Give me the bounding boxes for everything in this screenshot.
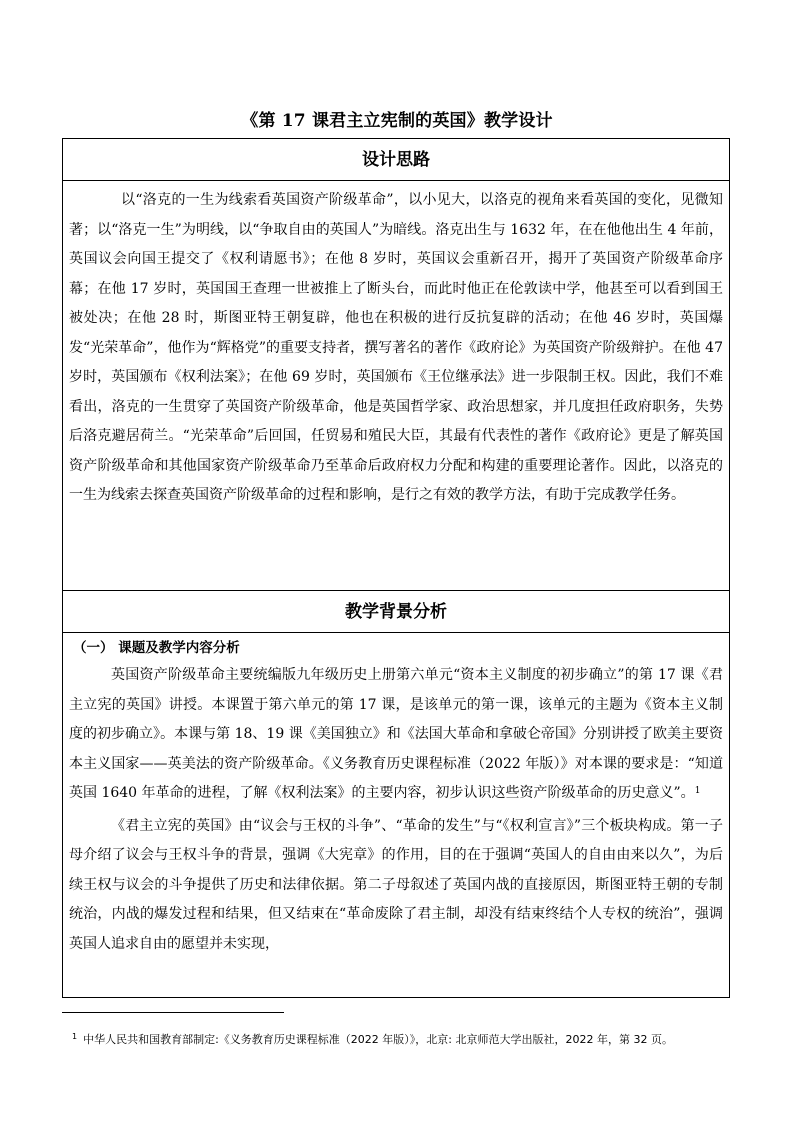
- design-idea-cell: [63, 181, 729, 591]
- section-heading-background-analysis: 教学背景分析: [63, 591, 729, 633]
- footnote-reference[interactable]: 1: [694, 786, 701, 796]
- paragraph-1-text: 英国资产阶级革命主要统编版九年级历史上册第六单元“资本主义制度的初步确立”的第 17 课《君主立宪的英国》讲授。本课置于第六单元的第 17 课，是该单元的第一课，该单元的主题为《资本主义制度的初步确立》。本课与第 18、19 课《美国独立》和《法国大革命和拿破仑帝国》分别讲授了欧美主要资本主义国家——英美法的资产阶级革命。《义务教育历史课程标准（2022 年版）》对本课的要求是：“知道英国 1640 年革命的进程，了解《权利法案》的主要内容，初步认识这些资产阶级革命的历史意义”。: [69, 667, 723, 801]
- footnote-mark: 1: [72, 1032, 78, 1041]
- background-analysis-cell: [63, 633, 729, 959]
- lesson-design-table: [62, 138, 730, 998]
- footnote-separator: [62, 1012, 284, 1013]
- design-idea-paragraph: 以“洛克的一生为线索看英国资产阶级革命”，以小见大，以洛克的视角来看英国的变化，见微知著；以“洛克一生”为明线，以“争取自由的英国人”为暗线。洛克出生与 1632 年，在在他他出生 4 年前，英国议会向国王提交了《权利请愿书》；在他 8 岁时，英国议会重新召开，揭开了英国资产阶级革命序幕；在他 17 岁时，英国国王查理一世被推上了断头台，而此时他正在伦敦读中学，他甚至可以看到国王被处决；在他 28 时，斯图亚特王朝复辟，他也在积极的进行反抗复辟的活动；在他 46 岁时，英国爆发“光荣革命”，他作为“辉格党”的重要支持者，撰写著名的著作《政府论》为英国资产阶级辩护。在他 47 岁时，英国颁布《权利法案》；在他 69 岁时，英国颁布《王位继承法》进一步限制王权。因此，我们不难看出，洛克的一生贯穿了英国资产阶级革命，他是英国哲学家、政治思想家，并几度担任政府职务，失势后洛克避居荷兰。“光荣革命”后回国，任贸易和殖民大臣，其最有代表性的著作《政府论》更是了解英国资产阶级革命和其他国家资产阶级革命乃至革命后政府权力分配和构建的重要理论著作。因此，以洛克的一生为线索去探查英国资产阶级革命的过程和影响，是行之有效的教学方法，有助于完成教学任务。: [69, 192, 723, 503]
- footnote-text: 中华人民共和国教育部制定:《义务教育历史课程标准（2022 年版）》，北京: 北京师范大学出版社，2022 年，第 32 页。: [83, 1033, 673, 1046]
- topic-analysis-paragraph-1: [63, 661, 729, 809]
- topic-analysis-paragraph-2: 《君主立宪的英国》由“议会与王权的斗争”、“革命的发生”与“《权利宣言》”三个板块构成。第一子母介绍了议会与王权斗争的背景，强调《大宪章》的作用，目的在于强调“英国人的自由由来以久”，为后续王权与议会的斗争提供了历史和法律依据。第二子母叙述了英国内战的直接原因，斯图亚特王朝的专制统治，内战的爆发过程和结果，但又结束在“革命废除了君主制，却没有结束终结个人专权的统治”，强调英国人追求自由的愿望并未实现，: [69, 817, 723, 952]
- page-title: 《第 17 课君主立宪制的英国》教学设计: [241, 111, 553, 131]
- section-heading-design-idea: 设计思路: [63, 139, 729, 181]
- subheading-topic-analysis: （一） 课题及教学内容分析: [73, 640, 240, 656]
- footnote: [72, 1031, 752, 1047]
